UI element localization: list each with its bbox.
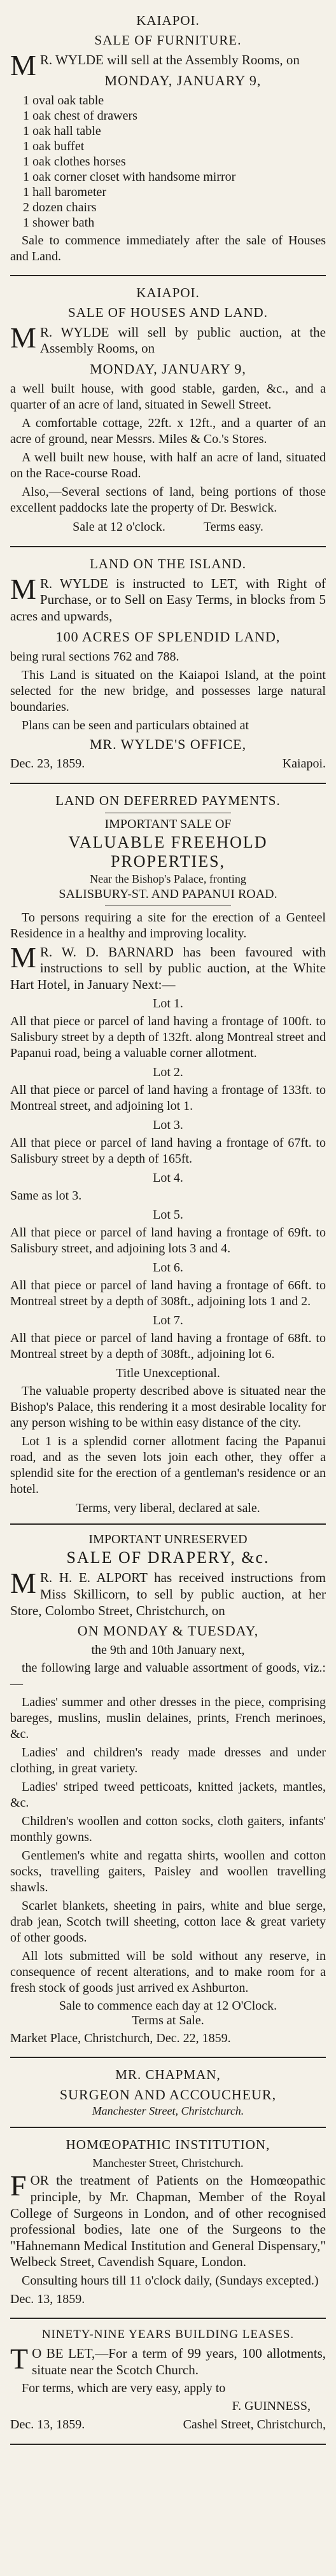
goods-item: Children's woollen and cotton socks, cloth gaiters, infants' monthly gowns. [10, 1814, 326, 1845]
paragraph: Lot 1 is a splendid corner allotment facing the Papanui road, and as the seven lots join each other, they offer a splendid site for the erection of a gentleman's residence or an hotel. [10, 1434, 326, 1497]
lead-text: R. W. D. BARNARD has been favoured with instructions to sell by public auction, at the White Hart Hotel, in January Next:— [10, 944, 326, 992]
signatory-name: F. GUINNESS, [232, 2399, 311, 2414]
lot-title: Lot 7. [153, 1313, 183, 1328]
notice-title: LAND ON THE ISLAND. [89, 556, 247, 571]
lot-title: Lot 2. [153, 1065, 183, 1080]
drop-cap: M [10, 572, 36, 605]
intro-text: the following large and valuable assortment of goods, viz.:— [10, 1661, 326, 1691]
sale-terms: Terms easy. [203, 519, 263, 534]
lot-text: Same as lot 3. [10, 1189, 82, 1203]
signatory-address: Cashel Street, Christchurch, [183, 2418, 326, 2432]
lot-title: Lot 4. [153, 1171, 183, 1186]
goods-item: Scarlet blankets, sheeting in pairs, white and blue serge, drab jean, Scotch twill sheeting, cotton lace & great variety of other goods. [10, 1899, 326, 1945]
notice-deferred-payments [10, 784, 326, 1524]
notice-lead [10, 321, 326, 357]
paragraph: A well built new house, with half an acre of land, situated on the Race-course Road. [10, 450, 326, 480]
list-item: 1 hall barometer [23, 185, 107, 199]
notice-lead [10, 2169, 326, 2271]
lot-title: Lot 6. [153, 1261, 183, 1275]
list-item: 1 oak buffet [23, 139, 85, 153]
notice-title: LAND ON DEFERRED PAYMENTS. [55, 792, 281, 808]
newspaper-column [10, 0, 326, 2445]
drop-cap: M [10, 1567, 36, 1600]
paragraph: Also,—Several sections of land, being portions of those excellent paddocks late the property of Dr. Beswick. [10, 484, 326, 515]
drop-cap: M [10, 49, 36, 81]
list-item: 1 oak chest of drawers [23, 108, 137, 123]
lot-text: All that piece or parcel of land having a frontage of 66ft. to Montreal street by a depth of 308ft., adjoining lots 1 and 2. [10, 1278, 326, 1309]
notice-furniture-sale [10, 4, 326, 275]
divider [10, 2444, 326, 2445]
list-item: 1 oak clothes horses [23, 154, 126, 169]
time-terms-line [10, 520, 326, 535]
subheading: VALUABLE FREEHOLD PROPERTIES, [68, 832, 268, 871]
paragraph: All lots submitted will be sold without any reserve, in consequence of recent alterations, and to make room for a fresh stock of goods just arrived ex Ashburton. [10, 1949, 326, 1996]
notice-place: KAIAPOI. [136, 13, 200, 28]
list-item: 1 oval oak table [23, 93, 104, 108]
notice-drapery-sale [10, 1525, 326, 2057]
list-item: 1 shower bath [23, 215, 95, 230]
notice-name: MR. CHAPMAN, [115, 2067, 221, 2083]
lot-text: All that piece or parcel of land having a frontage of 67ft. to Salisbury street by a depth of 165ft. [10, 1136, 326, 1166]
terms-text: Terms at Sale. [132, 2013, 204, 2028]
notice-building-leases [10, 2319, 326, 2444]
furniture-list [10, 93, 326, 230]
notice-land-island [10, 547, 326, 783]
notice-title: SALE OF HOUSES AND LAND. [68, 304, 268, 320]
sale-date: MONDAY, JANUARY 9, [104, 72, 262, 88]
subheading: IMPORTANT SALE OF [104, 816, 232, 831]
office-place: Kaiapoi. [282, 756, 326, 771]
commence-text: Sale to commence each day at 12 O'Clock. [59, 1999, 277, 2013]
notice-place: KAIAPOI. [136, 284, 200, 300]
drop-cap: F [10, 2169, 27, 2202]
subheading: SALISBURY-ST. AND PAPANUI ROAD. [59, 886, 277, 901]
goods-item: Ladies' and children's ready made dresses and under clothing, in great variety. [10, 1746, 326, 1776]
drop-cap: T [10, 2342, 29, 2375]
drop-cap: M [10, 321, 36, 354]
dateline-row [10, 2418, 326, 2432]
terms-text: For terms, which are very easy, apply to [22, 2381, 226, 2396]
paragraph: The valuable property described above is situated near the Bishop's Palace, this rendering it a most desirable locality for any person wishing to be within easy distance of the city. [10, 1384, 326, 1431]
notice-homeopathic [10, 2128, 326, 2318]
subheading: IMPORTANT UNRESERVED [88, 1532, 248, 1547]
notice-lead [10, 1567, 326, 1619]
dateline: Dec. 13, 1859. [10, 2292, 85, 2306]
notice-houses-land [10, 276, 326, 546]
notice-address: Manchester Street, Christchurch. [92, 2157, 244, 2170]
lead-text: OR the treatment of Patients on the Homœopathic principle, by Mr. Chapman, Member of the Royal College of Surgeons in London, and of other recognised professional bodies, late one of the Surgeons to the "Hahnemann Medical Institution and General Dispensary," Welbeck Street, Cavendish Square, London. [10, 2173, 326, 2270]
dateline: Dec. 13, 1859. [10, 2418, 85, 2432]
notice-lead [10, 572, 326, 625]
list-item: 2 dozen chairs [23, 200, 97, 214]
lead-text: R. WYLDE will sell by public auction, at the Assembly Rooms, on [39, 324, 326, 356]
goods-item: Ladies' striped tweed petticoats, knitted jackets, mantles, &c. [10, 1780, 326, 1810]
list-item: 1 oak hall table [23, 123, 101, 138]
paragraph: a well built house, with good stable, garden, &c., and a quarter of an acre of land, situated in Sewell Street. [10, 381, 326, 412]
dateline-row [10, 757, 326, 771]
notice-lead [10, 2342, 326, 2378]
notice-role: SURGEON AND ACCOUCHEUR, [59, 2087, 277, 2103]
lot-title: Lot 3. [153, 1118, 183, 1133]
terms-text: Terms, very liberal, declared at sale. [76, 1501, 260, 1516]
subheading: Near the Bishop's Palace, fronting [90, 872, 246, 885]
acreage-heading: 100 ACRES OF SPLENDID LAND, [55, 628, 281, 645]
goods-item: Ladies' summer and other dresses in the piece, comprising bareges, muslins, muslin delaines, prints, French merinoes, &c. [10, 1695, 326, 1742]
paragraph: Plans can be seen and particulars obtained at [22, 718, 249, 732]
lot-text: All that piece or parcel of land having a frontage of 133ft. to Montreal street, and adjoining lot 1. [10, 1083, 326, 1114]
dateline: Dec. 23, 1859. [10, 756, 85, 771]
notice-lead [10, 941, 326, 993]
sale-dates: the 9th and 10th January next, [91, 1643, 245, 1658]
notice-title: HOMŒOPATHIC INSTITUTION, [66, 2137, 270, 2153]
goods-item: Gentlemen's white and regatta shirts, woollen and cotton socks, travelling gaiters, Paisley and woollen travelling shawls. [10, 1849, 326, 1895]
notice-chapman [10, 2058, 326, 2127]
notice-address: Manchester Street, Christchurch. [92, 2104, 244, 2118]
drop-cap: M [10, 941, 36, 974]
lot-title: Lot 1. [153, 997, 183, 1011]
sale-date: MONDAY, JANUARY 9, [90, 360, 246, 377]
lot-text: All that piece or parcel of land having a frontage of 100ft. to Salisbury street by a depth of 132ft. along Montreal street and Papanui road, being a valuable corner allotment. [10, 1014, 326, 1061]
lead-text: O BE LET,—For a term of 99 years, 100 allotments, situate near the Scotch Church. [32, 2345, 326, 2377]
office-name: MR. WYLDE'S OFFICE, [89, 736, 247, 752]
sale-days: ON MONDAY & TUESDAY, [77, 1623, 259, 1639]
lot-title: Lot 5. [153, 1208, 183, 1222]
hours-text: Consulting hours till 11 o'clock daily, (Sundays excepted.) [22, 2273, 319, 2288]
intro-text: To persons requiring a site for the erection of a Genteel Residence in a healthy and improving locality. [10, 910, 326, 941]
lead-text: R. WYLDE will sell at the Assembly Rooms, on [39, 52, 300, 67]
notice-title: NINETY-NINE YEARS BUILDING LEASES. [41, 2327, 295, 2341]
paragraph: This Land is situated on the Kaiapoi Island, at the point selected for the new bridge, and possesses large natural boundaries. [10, 668, 326, 714]
subheading: SALE OF DRAPERY, &c. [66, 1548, 270, 1567]
sale-time: Sale at 12 o'clock. [73, 519, 165, 534]
lead-text: R. WYLDE is instructed to LET, with Right of Purchase, or to Sell on Easy Terms, in blocks from 5 acres and upwards, [10, 575, 326, 624]
lot-text: All that piece or parcel of land having a frontage of 69ft. to Salisbury street, and adjoining lots 3 and 4. [10, 1226, 326, 1256]
dateline: Market Place, Christchurch, Dec. 22, 1859. [10, 2031, 231, 2046]
lot-text: All that piece or parcel of land having a frontage of 68ft. to Montreal street by a depth of 308ft., adjoining lot 6. [10, 1331, 326, 1362]
lead-text: R. H. E. ALPORT has received instructions from Miss Skillicorn, to sell by public auction, at her Store, Colombo Street, Christchurch, on [10, 1570, 326, 1618]
paragraph: being rural sections 762 and 788. [10, 649, 179, 664]
title-note: Title Unexceptional. [116, 1366, 220, 1381]
list-item: 1 oak corner closet with handsome mirror [23, 169, 236, 184]
paragraph: A comfortable cottage, 22ft. x 12ft., and a quarter of an acre of ground, near Messrs. Miles & Co.'s Stores. [10, 416, 326, 446]
notice-title: SALE OF FURNITURE. [94, 32, 242, 48]
closing-text: Sale to commence immediately after the sale of Houses and Land. [10, 233, 326, 263]
